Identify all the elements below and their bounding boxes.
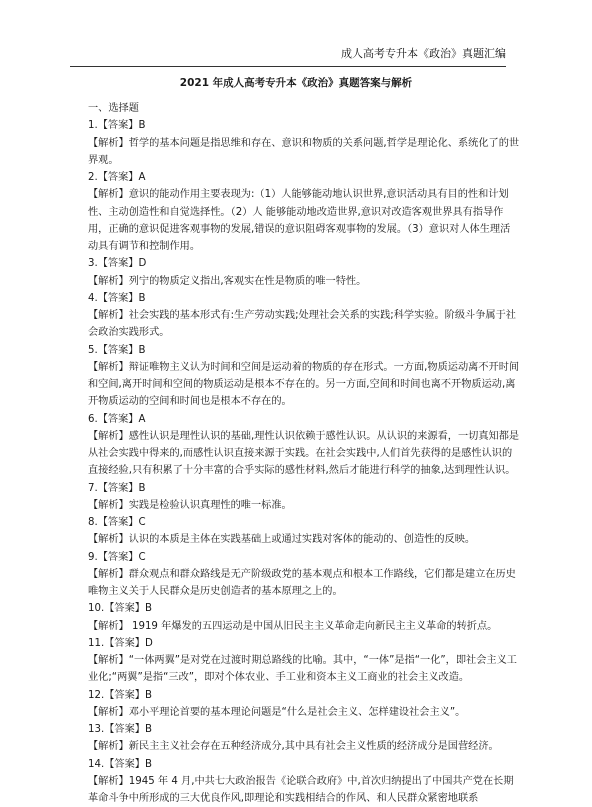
answer-line: 6.【答案】A [88, 413, 146, 425]
answer-line: 11.【答案】D [88, 637, 153, 649]
analysis-paragraph: 【解析】邓小平理论首要的基本理论问题是“什么是社会主义、怎样建设社会主义”。 [88, 706, 466, 718]
answer-line: 10.【答案】B [88, 603, 152, 615]
answer-line: 5.【答案】B [88, 344, 146, 356]
analysis-paragraph: 【解析】新民主主义社会存在五种经济成分,其中具有社会主义性质的经济成分是国营经济。 [88, 741, 499, 753]
answer-line: 1.【答案】B [88, 120, 146, 132]
analysis-paragraph: 【解析】实践是检验认识真理性的唯一标准。 [88, 499, 292, 511]
answer-line: 13.【答案】B [88, 724, 152, 735]
analysis-paragraph: 【解析】“一体两翼”是对党在过渡时期总路线的比喻。其中，“一体”是指“一化”，即社会主义工业化;“两翼”是指“三改”，即对个体农业、手工业和资本主义工商业的社会主义改造。 [88, 655, 517, 684]
analysis-paragraph: 【解析】感性认识是理性认识的基础,理性认识依赖于感性认识。从认识的来源看，一切真知都是从社会实践中得来的,而感性认识直接来源于实践。在社会实践中,人们首先获得的是感性认识的直接经验,只有积累了十分丰富的合乎实际的感性材料,然后才能进行科学的抽象,达到理性认识。 [88, 430, 520, 477]
analysis-paragraph: 【解析】意识的能动作用主要表现为:（1）人能够能动地认识世界,意识活动具有目的性和计划性、主动创造性和自觉选择性。（2）人 能够能动地改造世界,意识对改造客观世界具有指导作用，正确的意识促进客观事物的发展,错误的意识阻碍客观事物的发展。（3）意识对人体生理活动具有调节和控制作用。 [88, 189, 511, 252]
analysis-paragraph: 【解析】辩证唯物主义认为时间和空间是运动着的物质的存在形式。一方面,物质运动离不开时间和空间,离开时间和空间的物质运动是根本不存在的。另一方面,空间和时间也离不开物质运动,离开物质运动的空间和时间也是根本不存在的。 [88, 361, 520, 408]
document-title: 2021 年成人高考专升本《政治》真题答案与解析 [179, 77, 413, 89]
analysis-paragraph: 【解析】社会实践的基本形式有:生产劳动实践;处理社会关系的实践;科学实验。阶级斗争属于社会政治实践形式。 [88, 310, 516, 339]
analysis-paragraph: 【解析】认识的本质是主体在实践基础上或通过实践对客体的能动的、创造性的反映。 [88, 534, 476, 546]
answer-line: 9.【答案】C [88, 551, 146, 563]
answer-line: 2.【答案】A [88, 172, 146, 183]
analysis-paragraph: 【解析】列宁的物质定义指出,客观实在性是物质的唯一特性。 [88, 275, 367, 287]
answer-line: 7.【答案】B [88, 482, 146, 494]
analysis-paragraph: 【解析】哲学的基本问题是指思维和存在、意识和物质的关系问题,哲学是理论化、系统化了的世界观。 [88, 137, 520, 166]
running-header: 成人高考专升本《政治》真题汇编 [70, 46, 506, 67]
answer-line: 4.【答案】B [88, 292, 146, 304]
analysis-paragraph: 【解析】 1919 年爆发的五四运动是中国从旧民主主义革命走向新民主主义革命的转折点。 [88, 620, 498, 632]
answer-line: 3.【答案】D [88, 258, 147, 270]
analysis-paragraph: 【解析】1945 年 4 月,中共七大政治报告《论联合政府》中,首次归纳提出了中国共产党在长期革命斗争中所形成的三大优良作风,即理论和实践相结合的作风、和人民群众紧密地联系 [88, 775, 514, 804]
answer-line: 12.【答案】B [88, 689, 152, 701]
answer-line: 8.【答案】C [88, 517, 146, 528]
section-heading: 一、选择题 [88, 103, 139, 114]
document-body [88, 100, 520, 807]
answer-line: 14.【答案】B [88, 758, 152, 770]
analysis-paragraph: 【解析】群众观点和群众路线是无产阶级政党的基本观点和根本工作路线，它们都是建立在历史唯物主义关于人民群众是历史创造者的基本原理之上的。 [88, 568, 516, 597]
